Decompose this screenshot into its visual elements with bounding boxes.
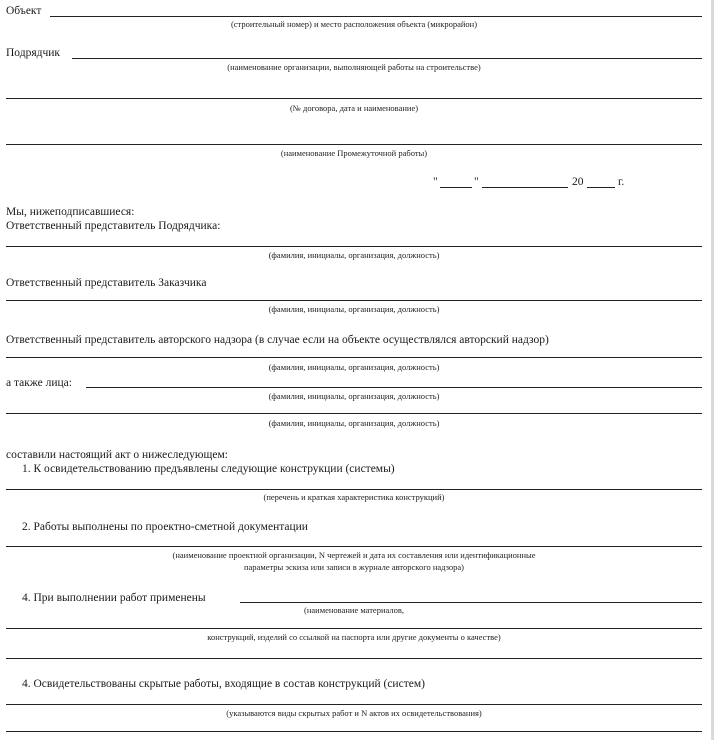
rep-contractor-label: Ответственный представитель Подрядчика:	[6, 220, 221, 232]
item2-text: 2. Работы выполнены по проектно-сметной документации	[22, 521, 308, 533]
item3-text: 4. При выполнении работ применены	[22, 592, 206, 604]
act-heading: составили настоящий акт о нижеследующем:	[6, 449, 228, 461]
date-open-quote: "	[433, 176, 438, 188]
also-persons-caption-1: (фамилия, инициалы, организация, должность)	[268, 391, 440, 401]
item3-caption-2: конструкций, изделий со ссылкой на паспорта или другие документы о качестве)	[207, 632, 501, 642]
date-month-field[interactable]	[482, 187, 568, 188]
item3-field-2[interactable]	[6, 628, 702, 629]
contractor-label: Подрядчик	[6, 47, 60, 59]
rep-customer-caption: (фамилия, инициалы, организация, должность)	[268, 304, 440, 314]
intermediate-work-caption: (наименование Промежуточной работы)	[280, 148, 428, 158]
rep-author-label: Ответственный представитель авторского надзора (в случае если на объекте осуществлялся авторский надзор)	[6, 334, 549, 346]
object-caption: (строительный номер) и место расположения объекта (микрорайон)	[230, 19, 478, 29]
item3-caption-1: (наименование материалов,	[304, 605, 404, 615]
also-persons-field-1[interactable]	[86, 387, 702, 388]
contract-caption: (№ договора, дата и наименование)	[289, 103, 419, 113]
date-year-prefix: 20	[572, 176, 584, 188]
undersigned-heading: Мы, нижеподписавшиеся:	[6, 206, 135, 218]
contractor-field[interactable]	[72, 58, 702, 59]
rep-customer-label: Ответственный представитель Заказчика	[6, 277, 207, 289]
item4-caption: (указываются виды скрытых работ и N актов их освидетельствования)	[226, 708, 482, 718]
item1-caption: (перечень и краткая характеристика конструкций)	[263, 492, 445, 502]
object-field[interactable]	[50, 16, 702, 17]
also-persons-caption-2: (фамилия, инициалы, организация, должность)	[268, 418, 440, 428]
item3-field-3[interactable]	[6, 658, 702, 659]
rep-author-field[interactable]	[6, 357, 702, 358]
item4-text: 4. Освидетельствованы скрытые работы, входящие в состав конструкций (систем)	[22, 678, 425, 690]
date-close-quote: "	[474, 176, 479, 188]
contract-field[interactable]	[6, 98, 702, 99]
item2-caption-line2: параметры эскиза или записи в журнале авторского надзора)	[243, 562, 465, 572]
rep-contractor-caption: (фамилия, инициалы, организация, должность)	[268, 250, 440, 260]
also-persons-label: а также лица:	[6, 377, 72, 389]
item4-field[interactable]	[6, 704, 702, 705]
item2-caption-line1: (наименование проектной организации, N чертежей и дата их составления или идентификационные	[172, 550, 536, 560]
rep-author-caption: (фамилия, инициалы, организация, должность)	[268, 362, 440, 372]
object-label: Объект	[6, 5, 42, 17]
intermediate-work-field[interactable]	[6, 144, 702, 145]
item3-field-1[interactable]	[240, 602, 702, 603]
item1-field[interactable]	[6, 489, 702, 490]
rep-contractor-field[interactable]	[6, 246, 702, 247]
also-persons-field-2[interactable]	[6, 413, 702, 414]
rep-customer-field[interactable]	[6, 300, 702, 301]
item2-field[interactable]	[6, 546, 702, 547]
date-year-field[interactable]	[587, 187, 615, 188]
item4-field-2[interactable]	[6, 731, 702, 732]
item1-text: 1. К освидетельствованию предъявлены следующие конструкции (системы)	[22, 463, 395, 475]
contractor-caption: (наименование организации, выполняющей работы на строительстве)	[227, 62, 481, 72]
date-day-field[interactable]	[440, 187, 472, 188]
date-year-suffix: г.	[618, 176, 625, 188]
